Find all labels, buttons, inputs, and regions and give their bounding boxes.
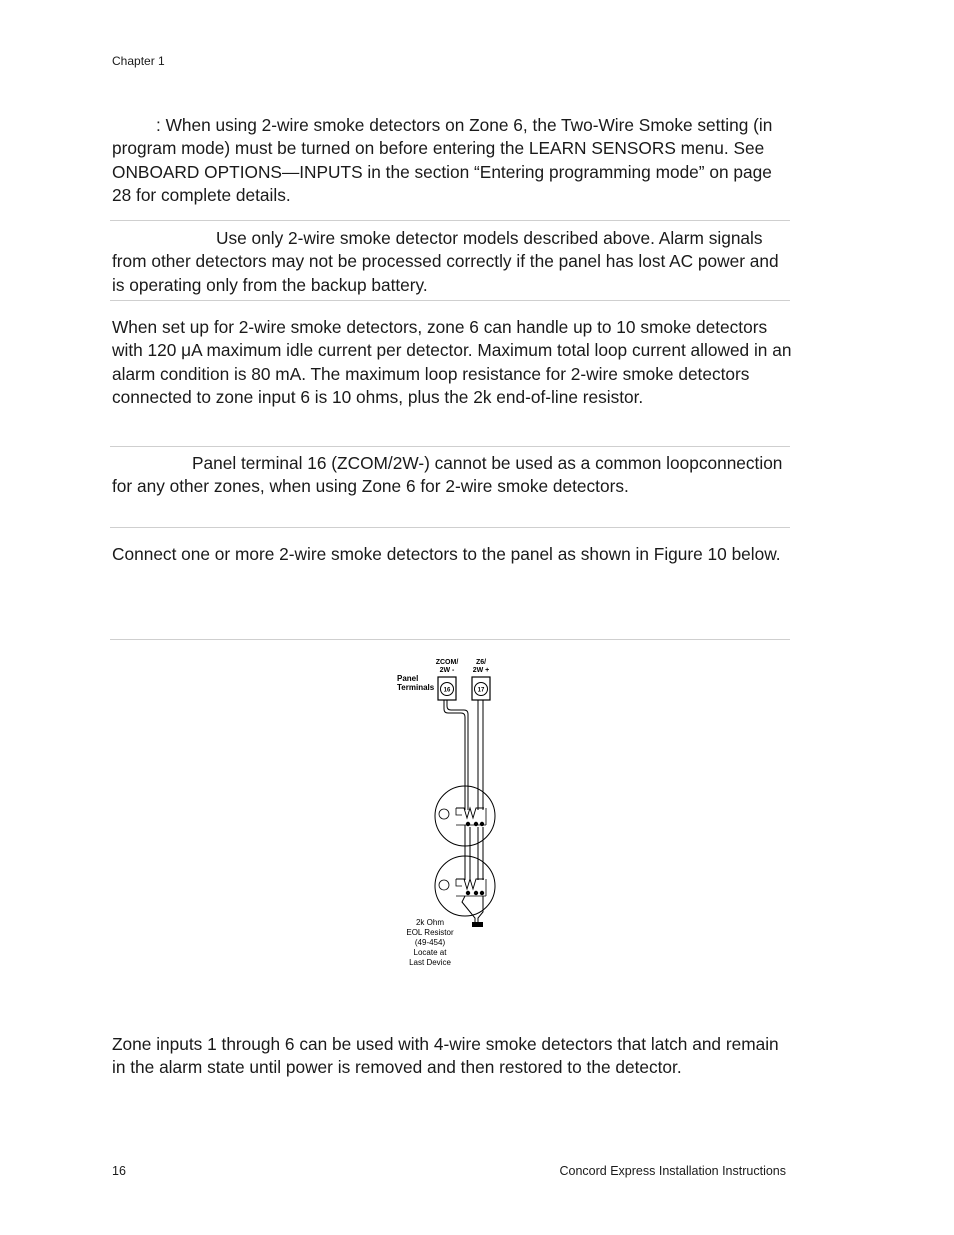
wiring-diagram <box>380 650 520 980</box>
detector-1-terminal-block <box>456 808 484 818</box>
caution-text-1: Use only 2-wire smoke detector models described above. Alarm signals from other detectors may not be processed correctly if the panel has lost AC power and is operating only from the backup battery. <box>112 228 779 295</box>
caution-paragraph-2 <box>112 452 792 499</box>
terminal-17-number: 17 <box>477 687 485 694</box>
resistor-label-4: Locate at <box>413 948 447 957</box>
detector-2-terminal-block <box>456 879 484 889</box>
detector-1-contact <box>466 822 470 826</box>
panel-label-2: Terminals <box>397 683 435 692</box>
detector-2-contact <box>480 891 484 895</box>
document-title: Concord Express Installation Instructions <box>559 1164 786 1178</box>
detector-2-contact <box>466 891 470 895</box>
detector-1-contact <box>480 822 484 826</box>
terminal-left-label-1: ZCOM/ <box>435 659 459 666</box>
resistor-label-2: EOL Resistor <box>406 928 454 937</box>
divider <box>110 300 790 301</box>
body-paragraph-1: When set up for 2-wire smoke detectors, zone 6 can handle up to 10 smoke detectors with 120 μA maximum idle current per detector. Maximum total loop current allowed in an alarm condition is 80 mA. The maximum loop resistance for 2-wire smoke detectors connected to zone input 6 is 10 ohms, plus the 2k end-of-line resistor. <box>112 317 792 408</box>
divider <box>110 446 790 447</box>
note-paragraph <box>112 114 792 208</box>
divider <box>110 220 790 221</box>
body-paragraph-3: Zone inputs 1 through 6 can be used with 4-wire smoke detectors that latch and remain in the alarm state until power is removed and then restored to the detector. <box>112 1034 779 1078</box>
wire-negative-b <box>444 700 465 810</box>
eol-resistor <box>472 922 483 927</box>
panel-label-1: Panel <box>397 674 419 683</box>
resistor-label-5: Last Device <box>409 958 451 967</box>
resistor-label-3: (49-454) <box>414 938 446 947</box>
detector-2-led <box>439 880 449 890</box>
caution-text-2: Panel terminal 16 (ZCOM/2W-) cannot be used as a common loopconnection for any other zones, when using Zone 6 for 2-wire smoke detectors. <box>112 453 783 497</box>
chapter-header: Chapter 1 <box>112 54 165 68</box>
divider <box>110 639 790 640</box>
detector-2-contact <box>474 891 478 895</box>
page-number: 16 <box>112 1164 126 1178</box>
eol-lead-left <box>462 896 475 922</box>
divider <box>110 527 790 528</box>
eol-lead-right <box>478 896 483 922</box>
terminal-16-number: 16 <box>443 687 451 694</box>
body-paragraph-2: Connect one or more 2-wire smoke detectors to the panel as shown in Figure 10 below. <box>112 544 781 564</box>
resistor-label-1: 2k Ohm <box>415 918 445 927</box>
detector-1-led <box>439 809 449 819</box>
caution-paragraph-1 <box>112 227 792 297</box>
terminal-right-label-1: Z6/ <box>475 659 487 666</box>
terminal-right-label-2: 2W + <box>472 667 490 674</box>
detector-1-contact <box>474 822 478 826</box>
note-text: : When using 2-wire smoke detectors on Zone 6, the Two-Wire Smoke setting (in program mode) must be turned on before entering the LEARN SENSORS menu. See ONBOARD OPTIONS—INPUTS in the section “Entering programming mode” on page 28 for complete details. <box>112 115 773 206</box>
terminal-left-label-2: 2W - <box>439 667 455 674</box>
